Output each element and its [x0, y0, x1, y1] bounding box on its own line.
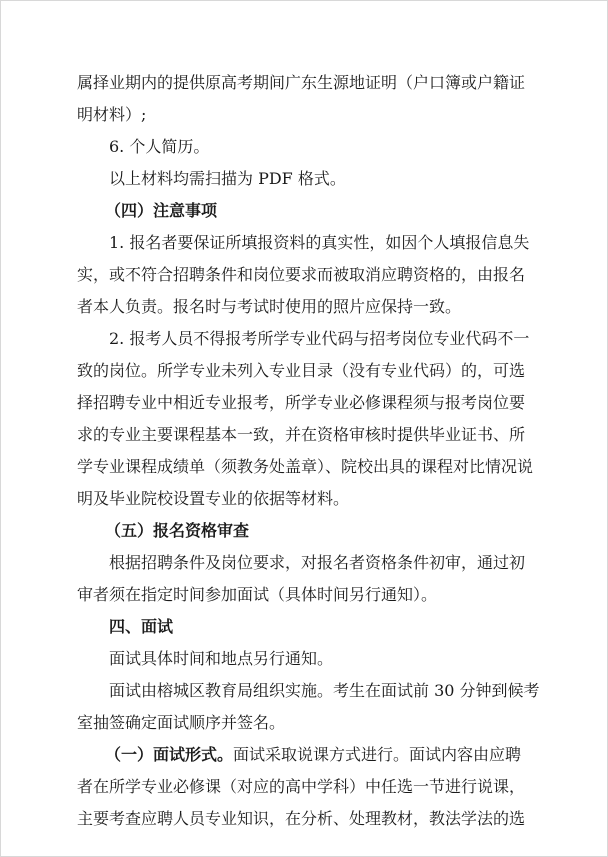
- text-line: 明材料）;: [77, 105, 147, 124]
- section-heading-notes: （四）注意事项: [105, 201, 218, 220]
- text-line: 属择业期内的提供原高考期间广东生源地证明（户口簿或户籍证: [77, 73, 526, 92]
- text-line: 明及毕业院校设置专业的依据等材料。: [77, 489, 350, 508]
- text-line: 主要考查应聘人员专业知识，在分析、处理教材，教法学法的选: [77, 809, 526, 828]
- text-line: 根据招聘条件及岗位要求，对报名者资格条件初审，通过初: [109, 553, 526, 572]
- text-line: 1. 报名者要保证所填报资料的真实性，如因个人填报信息失: [109, 233, 530, 252]
- text-line: 室抽签确定面试顺序并签名。: [77, 713, 286, 732]
- text-line: 面试由榕城区教育局组织实施。考生在面试前 30 分钟到候考: [109, 681, 540, 700]
- text-line: 求的专业主要课程基本一致，并在资格审核时提供毕业证书、所: [77, 425, 526, 444]
- section-heading-review: （五）报名资格审查: [105, 521, 250, 540]
- section-heading-interview: 四、面试: [109, 617, 174, 636]
- text-line: 择招聘专业中相近专业报考，所学专业必修课程须与报考岗位要: [77, 393, 526, 412]
- list-item-resume: 6. 个人简历。: [109, 137, 210, 156]
- text-line: 实，或不符合招聘条件和岗位要求而被取消应聘资格的，由报名: [77, 265, 526, 284]
- text-line: 者本人负责。报名时与考试时使用的照片应保持一致。: [77, 297, 462, 316]
- interview-form-paragraph: [105, 739, 521, 771]
- text-run: 面试采取说课方式进行。面试内容由应聘: [233, 745, 522, 764]
- text-line: 者在所学专业必修课（对应的高中学科）中任选一节进行说课，: [77, 777, 526, 796]
- interview-form-heading: （一）面试形式。: [105, 745, 234, 764]
- text-line: 以上材料均需扫描为 PDF 格式。: [109, 169, 346, 188]
- text-line: 审者须在指定时间参加面试（具体时间另行通知）。: [77, 585, 438, 604]
- text-line: 致的岗位。所学专业未列入专业目录（没有专业代码）的，可选: [77, 361, 526, 380]
- text-line: 面试具体时间和地点另行通知。: [109, 649, 334, 668]
- text-line: 2. 报考人员不得报考所学专业代码与招考岗位专业代码不一: [109, 329, 530, 348]
- text-line: 学专业课程成绩单（须教务处盖章）、院校出具的课程对比情况说: [77, 457, 534, 476]
